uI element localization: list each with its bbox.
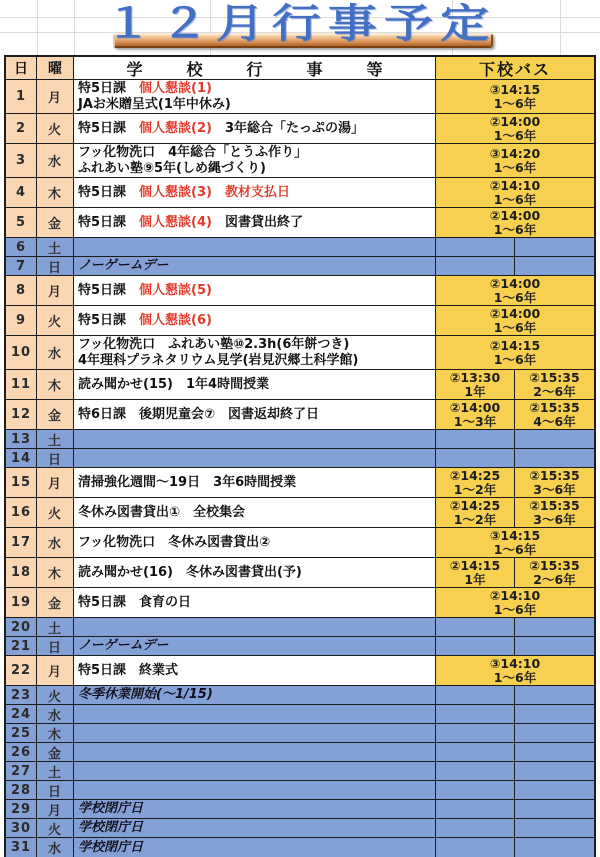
event-cell[interactable] (74, 400, 436, 429)
bus-grades: 1～3年 (453, 413, 497, 429)
bus-grades: 1～6年 (493, 351, 537, 367)
day-cell[interactable]: 28 (6, 781, 37, 799)
event-text-red: 個人懇談(5) (139, 282, 212, 298)
bus-cell-early[interactable] (436, 498, 515, 527)
weekday-cell[interactable]: 火 (37, 114, 74, 143)
event-line (78, 81, 435, 97)
event-text-red: 個人懇談(3) 教材支払日 (139, 184, 290, 200)
bus-time: ②14:25 (449, 498, 501, 513)
bus-cell-late[interactable] (515, 618, 594, 636)
table-header-row (6, 57, 594, 80)
event-line (78, 840, 435, 856)
bus-time: ③14:20 (489, 146, 541, 161)
weekday-cell[interactable]: 木 (37, 178, 74, 207)
bus-cell-late[interactable] (515, 686, 594, 704)
table-row (6, 637, 594, 656)
event-text: 学校閉庁日 (78, 820, 144, 835)
day-cell[interactable]: 13 (6, 430, 37, 448)
bus-cell-late[interactable] (515, 781, 594, 799)
day-cell[interactable]: 30 (6, 819, 37, 837)
event-cell[interactable] (74, 276, 436, 305)
bus-grades: 1年 (464, 571, 486, 587)
day-cell[interactable]: 9 (6, 306, 37, 335)
bus-time: ②14:10 (489, 178, 541, 193)
day-cell[interactable]: 14 (6, 449, 37, 467)
bus-cell-late[interactable] (515, 257, 594, 275)
table-row (6, 528, 594, 558)
bus-cell-merged[interactable] (436, 80, 594, 113)
event-line (78, 663, 435, 679)
bus-grades: 1年 (464, 383, 486, 399)
event-line (78, 407, 435, 423)
event-cell[interactable] (74, 257, 436, 275)
bus-cell-early[interactable] (436, 724, 515, 742)
bus-cell-early[interactable] (436, 449, 515, 467)
day-cell[interactable]: 4 (6, 178, 37, 207)
weekday-cell[interactable]: 日 (37, 257, 74, 275)
bus-grades: 1～6年 (493, 541, 537, 557)
event-cell[interactable] (74, 178, 436, 207)
event-text: 読み聞かせ(16) 冬休み図書貸出(予) (78, 564, 302, 580)
event-text: フッ化物洗口 4年総合「とうふ作り」 (78, 144, 308, 160)
event-line (78, 121, 435, 137)
bus-cell-early[interactable] (436, 686, 515, 704)
day-cell[interactable]: 25 (6, 724, 37, 742)
event-cell[interactable] (74, 819, 436, 837)
weekday-cell[interactable]: 金 (37, 400, 74, 429)
event-cell[interactable] (74, 743, 436, 761)
event-cell[interactable] (74, 762, 436, 780)
event-text: フッ化物洗口 冬休み図書貸出② (78, 534, 271, 550)
day-cell[interactable]: 12 (6, 400, 37, 429)
day-cell[interactable]: 23 (6, 686, 37, 704)
bus-time: ②14:25 (449, 468, 501, 483)
bus-cell-early[interactable] (436, 468, 515, 497)
table-row (6, 430, 594, 449)
table-row (6, 257, 594, 276)
table-row (6, 370, 594, 400)
day-cell[interactable]: 10 (6, 336, 37, 369)
weekday-cell[interactable]: 火 (37, 498, 74, 527)
event-cell[interactable] (74, 238, 436, 256)
event-line (78, 337, 435, 353)
bus-cell-early[interactable] (436, 705, 515, 723)
bus-cell-early[interactable] (436, 800, 515, 818)
day-cell[interactable]: 20 (6, 618, 37, 636)
table-row (6, 762, 594, 781)
bus-grades: 3～6年 (533, 481, 576, 497)
table-row (6, 800, 594, 819)
event-cell[interactable] (74, 370, 436, 399)
event-text-red: 個人懇談(1) (139, 80, 212, 96)
bus-time: ②14:00 (449, 400, 501, 415)
title-area (0, 0, 600, 55)
event-text: ノーゲームデー (78, 638, 169, 653)
event-cell[interactable] (74, 144, 436, 177)
event-cell[interactable] (74, 430, 436, 448)
table-row (6, 238, 594, 257)
event-text: 冬休み図書貸出① 全校集会 (78, 504, 246, 520)
event-cell[interactable] (74, 656, 436, 685)
bus-cell-late[interactable] (515, 838, 594, 857)
table-row (6, 656, 594, 686)
bus-time: ③14:15 (489, 528, 541, 543)
event-text: JAお米贈呈式(1年中休み) (78, 96, 231, 112)
bus-cell-late[interactable] (515, 819, 594, 837)
bus-cell-early[interactable] (436, 743, 515, 761)
event-cell[interactable] (74, 208, 436, 237)
event-line (78, 565, 435, 581)
bus-time: ②15:35 (529, 558, 580, 573)
weekday-cell[interactable]: 土 (37, 618, 74, 636)
weekday-cell[interactable]: 土 (37, 762, 74, 780)
event-cell[interactable] (74, 306, 436, 335)
event-cell[interactable] (74, 80, 436, 113)
weekday-cell[interactable]: 木 (37, 558, 74, 587)
bus-grades: 1～6年 (493, 95, 537, 111)
bus-cell-late[interactable] (515, 762, 594, 780)
weekday-cell[interactable]: 土 (37, 430, 74, 448)
weekday-cell[interactable]: 月 (37, 468, 74, 497)
bus-grades: 1～6年 (493, 127, 537, 143)
table-row (6, 208, 594, 238)
day-cell[interactable]: 2 (6, 114, 37, 143)
event-cell[interactable] (74, 336, 436, 369)
bus-cell-late[interactable] (515, 724, 594, 742)
table-row (6, 144, 594, 178)
event-text: 特5日課 終業式 (78, 662, 179, 678)
weekday-cell[interactable]: 金 (37, 208, 74, 237)
bus-cell-merged[interactable] (436, 276, 594, 305)
bus-time: ②14:15 (489, 338, 541, 353)
event-line (78, 215, 435, 231)
table-row (6, 468, 594, 498)
event-cell[interactable] (74, 800, 436, 818)
event-line (78, 313, 435, 329)
weekday-cell[interactable]: 月 (37, 800, 74, 818)
event-line (78, 258, 435, 274)
spreadsheet-gridline (37, 0, 38, 55)
weekday-cell[interactable]: 月 (37, 80, 74, 113)
bus-cell-merged[interactable] (436, 656, 594, 685)
table-row (6, 724, 594, 743)
weekday-cell[interactable]: 水 (37, 528, 74, 557)
bus-cell-early[interactable] (436, 370, 515, 399)
bus-cell-late[interactable] (515, 238, 594, 256)
weekday-cell[interactable]: 水 (37, 336, 74, 369)
event-text: 特5日課 (78, 184, 140, 200)
event-line (78, 161, 435, 177)
event-cell[interactable] (74, 705, 436, 723)
day-cell[interactable]: 21 (6, 637, 37, 655)
event-line (78, 283, 435, 299)
page-title: １２月行事予定 (103, 1, 497, 47)
day-cell[interactable]: 6 (6, 238, 37, 256)
table-row (6, 838, 594, 857)
event-text-red: 個人懇談(2) (139, 120, 212, 136)
weekday-cell[interactable]: 火 (37, 819, 74, 837)
event-cell[interactable] (74, 781, 436, 799)
bus-grades: 1～6年 (493, 221, 537, 237)
bus-cell-late[interactable] (515, 370, 594, 399)
bus-cell-late[interactable] (515, 449, 594, 467)
event-text: 特5日課 (78, 120, 140, 136)
bus-cell-early[interactable] (436, 781, 515, 799)
event-text: 特5日課 食育の日 (78, 594, 192, 610)
bus-grades: 1～6年 (493, 289, 537, 305)
bus-cell-merged[interactable] (436, 336, 594, 369)
day-cell[interactable]: 7 (6, 257, 37, 275)
event-line (78, 185, 435, 201)
bus-time: ②13:30 (449, 370, 501, 385)
event-line (78, 535, 435, 551)
weekday-cell[interactable]: 火 (37, 306, 74, 335)
event-line (78, 97, 435, 113)
bus-time: ②15:35 (529, 468, 580, 483)
bus-time: ②14:15 (449, 558, 501, 573)
bus-cell-merged[interactable] (436, 306, 594, 335)
bus-cell-late[interactable] (515, 637, 594, 655)
weekday-cell[interactable]: 水 (37, 144, 74, 177)
bus-time: ②14:00 (489, 306, 541, 321)
day-cell[interactable]: 24 (6, 705, 37, 723)
table-row (6, 336, 594, 370)
bus-grades: 1～6年 (493, 191, 537, 207)
table-row (6, 686, 594, 705)
weekday-cell[interactable]: 月 (37, 656, 74, 685)
header-day[interactable]: 日 (6, 57, 37, 79)
bus-time: ②14:10 (489, 588, 541, 603)
bus-time: ②15:35 (529, 498, 580, 513)
header-bus[interactable]: 下校バス (436, 57, 594, 79)
event-text: 特5日課 (78, 214, 140, 230)
bus-cell-late[interactable] (515, 743, 594, 761)
event-cell[interactable] (74, 686, 436, 704)
table-row (6, 498, 594, 528)
event-line (78, 687, 435, 703)
day-cell[interactable]: 1 (6, 80, 37, 113)
weekday-cell[interactable]: 日 (37, 637, 74, 655)
bus-cell-early[interactable] (436, 819, 515, 837)
table-row (6, 819, 594, 838)
event-text: 特5日課 (78, 282, 140, 298)
event-text: 3年総合「たっぷの湯」 (211, 120, 365, 136)
bus-time: ②14:00 (489, 114, 541, 129)
bus-cell-late[interactable] (515, 800, 594, 818)
event-text-red: 個人懇談(4) (139, 214, 212, 230)
bus-grades: 1～2年 (453, 511, 497, 527)
bus-grades: 1～6年 (493, 159, 537, 175)
day-cell[interactable]: 27 (6, 762, 37, 780)
event-text: 学校閉庁日 (78, 839, 144, 855)
bus-cell-late[interactable] (515, 400, 594, 429)
event-line (78, 353, 435, 369)
day-cell[interactable]: 18 (6, 558, 37, 587)
weekday-cell[interactable]: 水 (37, 838, 74, 857)
event-cell[interactable] (74, 528, 436, 557)
day-cell[interactable]: 19 (6, 588, 37, 617)
event-text: ノーゲームデー (78, 258, 169, 273)
bus-cell-early[interactable] (436, 637, 515, 655)
event-cell[interactable] (74, 838, 436, 857)
table-row (6, 400, 594, 430)
event-text: ふれあい塾⑨5年(しめ縄づくり) (78, 160, 266, 176)
day-cell[interactable]: 17 (6, 528, 37, 557)
day-cell[interactable]: 31 (6, 838, 37, 857)
bus-grades: 3～6年 (533, 511, 576, 527)
schedule-table (4, 55, 596, 857)
weekday-cell[interactable]: 水 (37, 705, 74, 723)
bus-grades: 1～2年 (453, 481, 497, 497)
table-row (6, 80, 594, 114)
bus-time: ②14:00 (489, 276, 541, 291)
event-line (78, 801, 435, 817)
event-text-red: 個人懇談(6) (139, 312, 212, 328)
bus-time: ③14:10 (489, 656, 541, 671)
table-row (6, 114, 594, 144)
event-cell[interactable] (74, 114, 436, 143)
table-row (6, 178, 594, 208)
event-line (78, 475, 435, 491)
table-row (6, 449, 594, 468)
day-cell[interactable]: 3 (6, 144, 37, 177)
bus-cell-early[interactable] (436, 838, 515, 857)
bus-cell-merged[interactable] (436, 528, 594, 557)
bus-cell-early[interactable] (436, 558, 515, 587)
bus-cell-merged[interactable] (436, 588, 594, 617)
bus-cell-merged[interactable] (436, 208, 594, 237)
bus-cell-late[interactable] (515, 468, 594, 497)
spreadsheet-gridline (560, 0, 561, 55)
event-cell[interactable] (74, 498, 436, 527)
bus-grades: 1～6年 (493, 319, 537, 335)
table-row (6, 588, 594, 618)
weekday-cell[interactable]: 金 (37, 588, 74, 617)
event-text: 学校閉庁日 (78, 801, 144, 816)
event-line (78, 145, 435, 161)
bus-cell-late[interactable] (515, 558, 594, 587)
day-cell[interactable]: 5 (6, 208, 37, 237)
bus-time: ③14:15 (489, 82, 541, 97)
day-cell[interactable]: 8 (6, 276, 37, 305)
day-cell[interactable]: 11 (6, 370, 37, 399)
table-row (6, 306, 594, 336)
weekday-cell[interactable]: 木 (37, 724, 74, 742)
weekday-cell[interactable]: 木 (37, 370, 74, 399)
event-text: フッ化物洗口 ふれあい塾⑩2.3h(6年餅つき) (78, 336, 350, 352)
bus-cell-early[interactable] (436, 618, 515, 636)
event-line (78, 638, 435, 654)
day-cell[interactable]: 29 (6, 800, 37, 818)
event-text: 冬季休業開始(～1/15) (78, 687, 213, 702)
weekday-cell[interactable]: 土 (37, 238, 74, 256)
event-line (78, 377, 435, 393)
event-text: 特5日課 (78, 312, 140, 328)
bus-cell-late[interactable] (515, 705, 594, 723)
event-text: 図書貸出終了 (211, 214, 303, 230)
bus-time: ②15:35 (529, 370, 580, 385)
weekday-cell[interactable]: 月 (37, 276, 74, 305)
bus-cell-merged[interactable] (436, 114, 594, 143)
day-cell[interactable]: 26 (6, 743, 37, 761)
event-cell[interactable] (74, 637, 436, 655)
event-cell[interactable] (74, 588, 436, 617)
event-line (78, 595, 435, 611)
table-row (6, 276, 594, 306)
header-weekday[interactable]: 曜 (37, 57, 74, 79)
bus-grades: 1～6年 (493, 669, 537, 685)
bus-cell-merged[interactable] (436, 144, 594, 177)
event-text: 特6日課 後期児童会⑦ 図書返却終了日 (78, 406, 320, 422)
event-cell[interactable] (74, 724, 436, 742)
bus-cell-early[interactable] (436, 400, 515, 429)
event-text: 4年理科プラネタリウム見学(岩見沢郷土科学館) (78, 352, 359, 368)
bus-cell-early[interactable] (436, 238, 515, 256)
table-row (6, 743, 594, 762)
bus-time: ②14:00 (489, 208, 541, 223)
day-cell[interactable]: 15 (6, 468, 37, 497)
event-cell[interactable] (74, 449, 436, 467)
event-line (78, 505, 435, 521)
weekday-cell[interactable]: 日 (37, 781, 74, 799)
event-text: 読み聞かせ(15) 1年4時間授業 (78, 376, 270, 392)
table-row (6, 705, 594, 724)
bus-grades: 1～6年 (493, 601, 537, 617)
weekday-cell[interactable]: 金 (37, 743, 74, 761)
event-cell[interactable] (74, 618, 436, 636)
event-text: 特5日課 (78, 80, 140, 96)
event-line (78, 820, 435, 836)
header-events[interactable]: 学 校 行 事 等 (74, 57, 436, 79)
bus-cell-late[interactable] (515, 430, 594, 448)
table-row (6, 558, 594, 588)
bus-cell-merged[interactable] (436, 178, 594, 207)
weekday-cell[interactable]: 日 (37, 449, 74, 467)
event-text: 清掃強化週間～19日 3年6時間授業 (78, 474, 297, 490)
weekday-cell[interactable]: 火 (37, 686, 74, 704)
bus-cell-late[interactable] (515, 498, 594, 527)
table-row (6, 618, 594, 637)
bus-cell-early[interactable] (436, 762, 515, 780)
bus-cell-early[interactable] (436, 430, 515, 448)
day-cell[interactable]: 22 (6, 656, 37, 685)
bus-grades: 2～6年 (533, 383, 576, 399)
bus-grades: 4～6年 (533, 413, 576, 429)
event-cell[interactable] (74, 558, 436, 587)
day-cell[interactable]: 16 (6, 498, 37, 527)
bus-time: ②15:35 (529, 400, 580, 415)
event-cell[interactable] (74, 468, 436, 497)
bus-cell-early[interactable] (436, 257, 515, 275)
table-row (6, 781, 594, 800)
bus-grades: 2～6年 (533, 571, 576, 587)
